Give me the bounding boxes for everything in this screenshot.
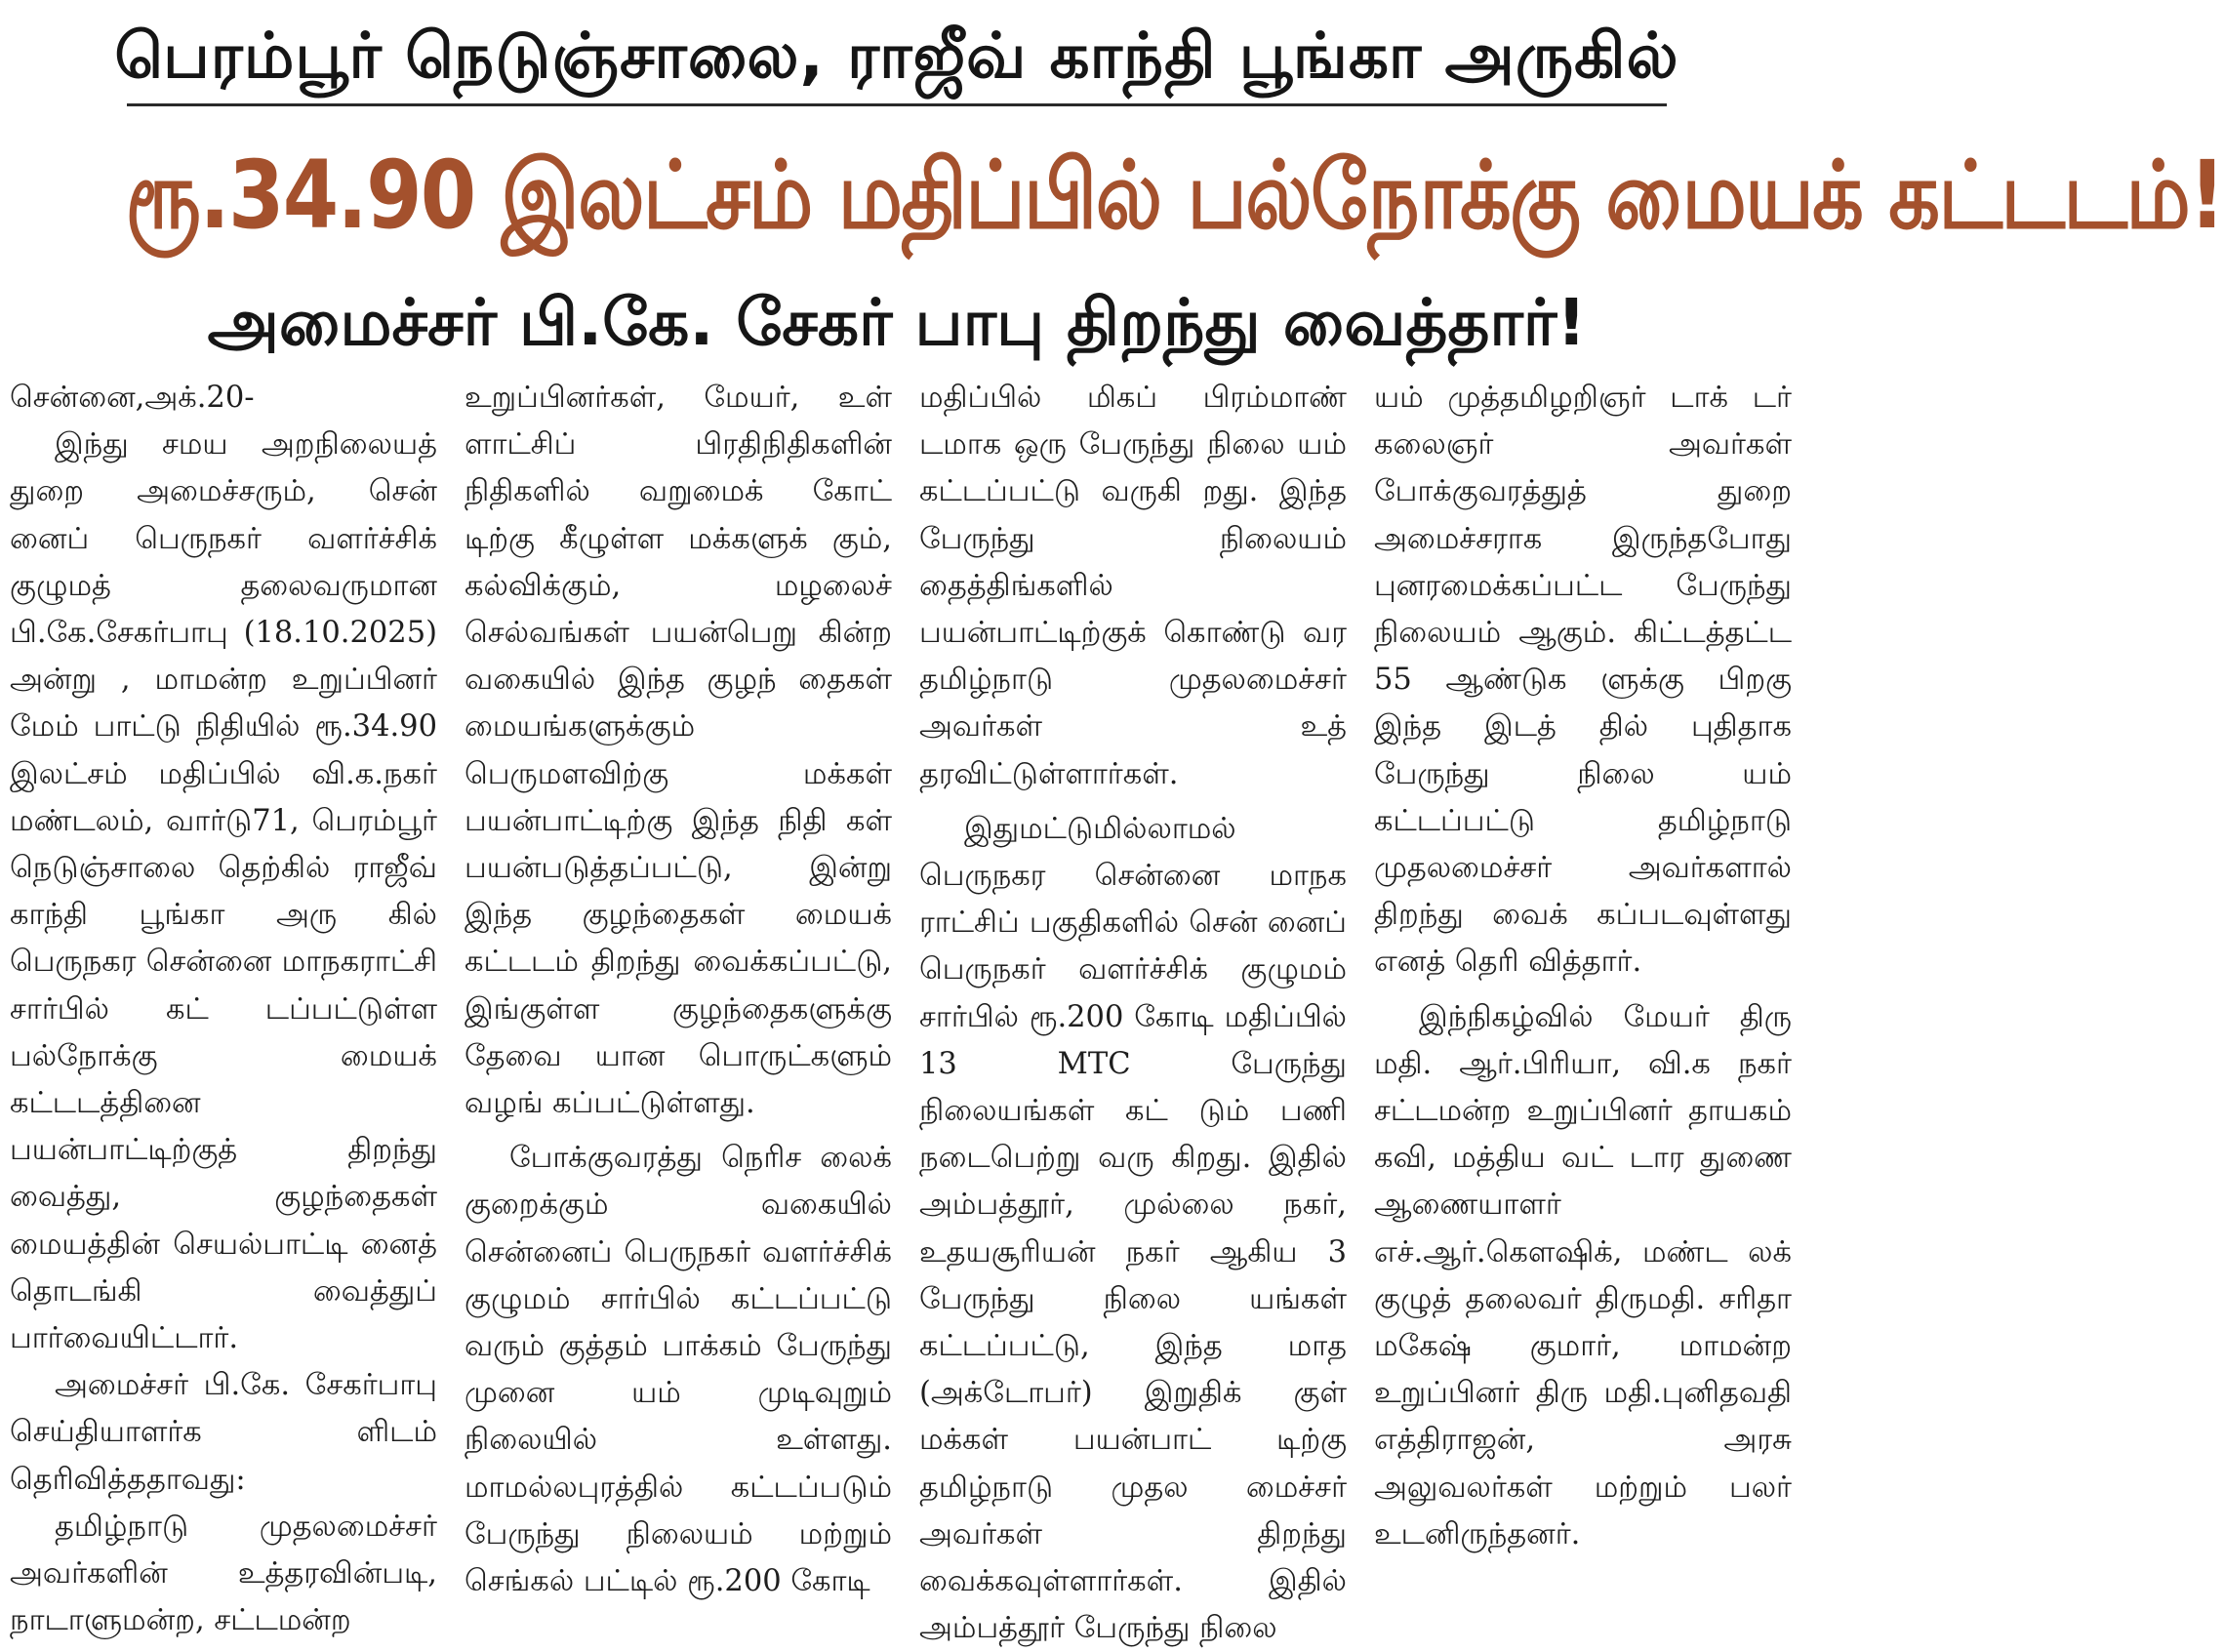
article-column-2 (465, 375, 892, 1605)
article-paragraph: மதிப்பில் மிகப் பிரம்மாண் டமாக ஒரு பேருந்து நிலை யம் கட்டப்பட்டு வருகி றது. இந்த பேருந்து நிலையம் தைத்திங்களில் பயன்பாட்டிற்குக் கொண்டு வர தமிழ்நாடு முதலமைச்சர் அவர்கள் உத் தரவிட்டுள்ளார்கள். (919, 381, 1347, 791)
main-headline: ரூ.34.90 இலட்சம் மதிப்பில் பல்நோக்கு மையக் கட்டடம்! (125, 141, 2224, 250)
kicker-headline: பெரம்பூர் நெடுஞ்சாலை, ராஜீவ் காந்தி பூங்கா அருகில் (114, 20, 1679, 93)
article-paragraph: இதுமட்டுமில்லாமல் பெருநகர சென்னை மாநக ராட்சிப் பகுதிகளில் சென் னைப் பெருநகர் வளர்ச்சிக் குழுமம் சார்பில் ரூ.200 கோடி மதிப்பில் 13 MTC பேருந்து நிலையங்கள் கட் டும் பணி நடைபெற்று வரு கிறது. இதில் அம்பத்தூர், முல்லை நகர், உதயசூரியன் நகர் ஆகிய 3 பேருந்து நிலை யங்கள் கட்டப்பட்டு, இந்த மாத (அக்டோபர்) இறுதிக் குள் மக்கள் பயன்பாட் டிற்கு தமிழ்நாடு முதல மைச்சர் அவர்கள் திறந்து வைக்கவுள்ளார்கள். இதில் அம்பத்தூர் பேருந்து நிலை (919, 811, 1347, 1646)
sub-headline: அமைச்சர் பி.கே. சேகர் பாபு திறந்து வைத்தார்! (207, 285, 1587, 360)
article-paragraph: இந்நிகழ்வில் மேயர் திரு மதி. ஆர்.பிரியா, வி.க நகர் சட்டமன்ற உறுப்பினர் தாயகம் கவி, மத்திய வட் டார துணை ஆணையாளர் எச்.ஆர்.கௌஷிக், மண்ட லக் குழுத் தலைவர் திருமதி. சரிதா மகேஷ் குமார், மாமன்ற உறுப்பினர் திரு மதி.புனிதவதி எத்திராஜன், அரசு அலுவலர்கள் மற்றும் பலர் உடனிருந்தனர். (1374, 999, 1792, 1551)
article-column-1 (10, 375, 437, 1644)
article-paragraph: இந்து சமய அறநிலையத் துறை அமைச்சரும், சென் னைப் பெருநகர் வளர்ச்சிக் குழுமத் தலைவருமான பி.கே.சேகர்பாபு (18.10.2025) அன்று , மாமன்ற உறுப்பினர் மேம் பாட்டு நிதியில் ரூ.34.90 இலட்சம் மதிப்பில் வி.க.நகர் மண்டலம், வார்டு71, பெரம்பூர் நெடுஞ்சாலை தெற்கில் ராஜீவ் காந்தி பூங்கா அரு கில் பெருநகர சென்னை மாநகராட்சி சார்பில் கட் டப்பட்டுள்ள பல்நோக்கு மையக் கட்டடத்தினை பயன்பாட்டிற்குத் திறந்து வைத்து, குழந்தைகள் மையத்தின் செயல்பாட்டி னைத் தொடங்கி வைத்துப் பார்வையிட்டார். (10, 427, 437, 1356)
article-paragraph: அமைச்சர் பி.கே. சேகர்பாபு செய்தியாளர்க ளிடம் தெரிவித்ததாவது: (10, 1368, 437, 1497)
article-paragraph: தமிழ்நாடு முதலமைச்சர் அவர்களின் உத்தரவின்படி, நாடாளுமன்ற, சட்டமன்ற (10, 1509, 437, 1638)
article-paragraph: யம் முத்தமிழறிஞர் டாக் டர் கலைஞர் அவர்கள் போக்குவரத்துத் துறை அமைச்சராக இருந்தபோது புனரமைக்கப்பட்ட பேருந்து நிலையம் ஆகும். கிட்டத்தட்ட 55 ஆண்டுக ளுக்கு பிறகு இந்த இடத் தில் புதிதாக பேருந்து நிலை யம் கட்டப்பட்டு தமிழ்நாடு முதலமைச்சர் அவர்களால் திறந்து வைக் கப்படவுள்ளது எனத் தெரி வித்தார். (1374, 381, 1792, 980)
article-paragraph: உறுப்பினர்கள், மேயர், உள் ளாட்சிப் பிரதிநிதிகளின் நிதிகளில் வறுமைக் கோட் டிற்கு கீழுள்ள மக்களுக் கும், கல்விக்கும், மழலைச் செல்வங்கள் பயன்பெறு கின்ற வகையில் இந்த குழந் தைகள் மையங்களுக்கும் பெருமளவிற்கு மக்கள் பயன்பாட்டிற்கு இந்த நிதி கள் பயன்படுத்தப்பட்டு, இன்று இந்த குழந்தைகள் மையக் கட்டடம் திறந்து வைக்கப்பட்டு, இங்குள்ள குழந்தைகளுக்கு தேவை யான பொருட்களும் வழங் கப்பட்டுள்ளது. (465, 381, 892, 1121)
article-column-4 (1374, 375, 1792, 1558)
dateline: சென்னை,அக்.20- (10, 381, 255, 415)
article-column-3 (919, 375, 1347, 1652)
kicker-rule (127, 103, 1667, 106)
article-paragraph: போக்குவரத்து நெரிச லைக் குறைக்கும் வகையில் சென்னைப் பெருநகர் வளர்ச்சிக் குழுமம் சார்பில் கட்டப்பட்டு வரும் குத்தம் பாக்கம் பேருந்து முனை யம் முடிவுறும் நிலையில் உள்ளது. மாமல்லபுரத்தில் கட்டப்படும் பேருந்து நிலையம் மற்றும் செங்கல் பட்டில் ரூ.200 கோடி (465, 1141, 892, 1599)
